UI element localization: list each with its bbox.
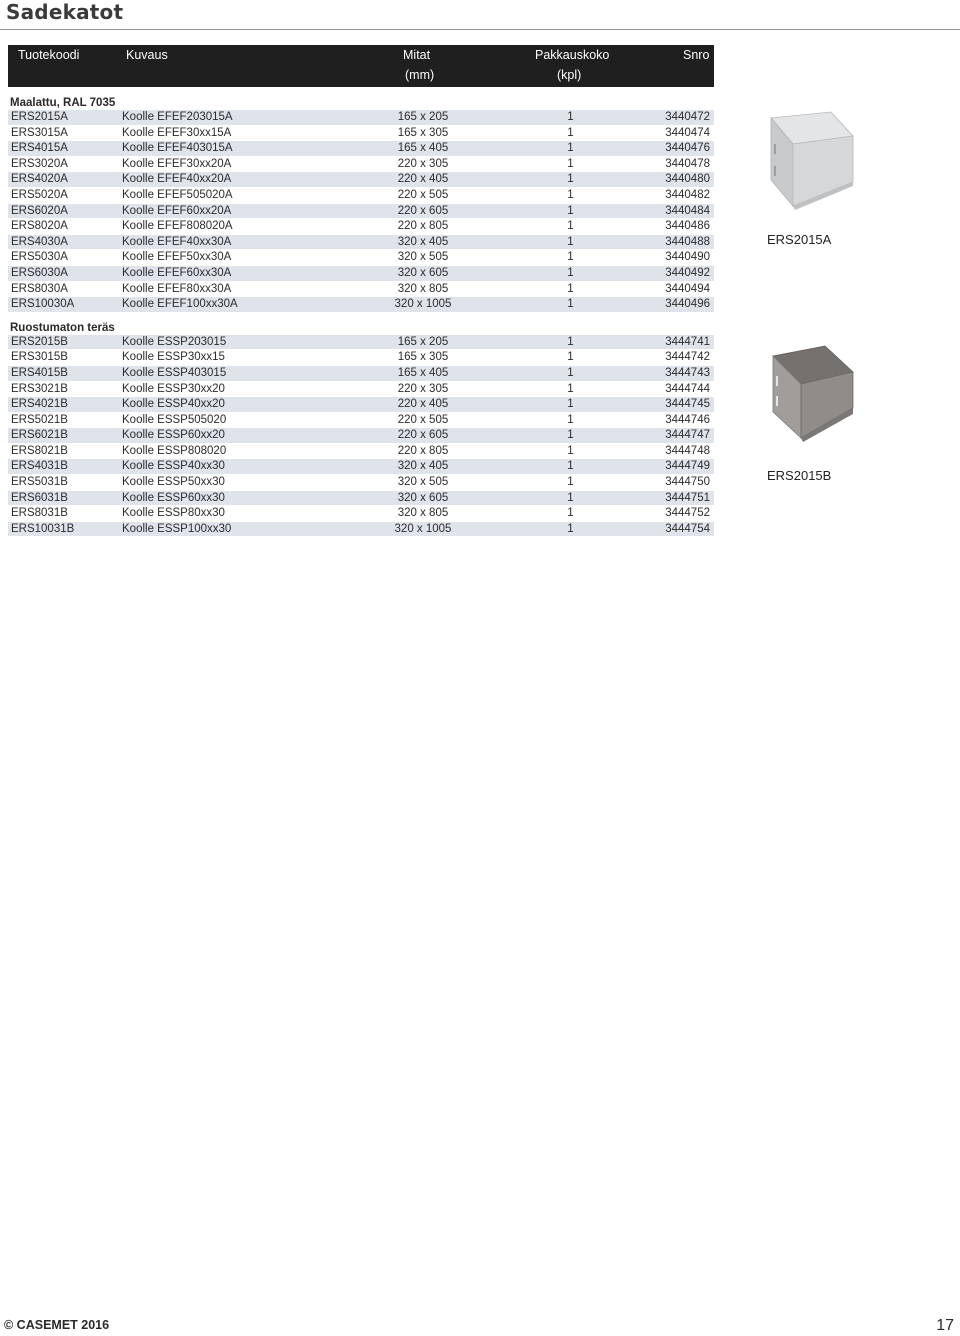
header-dimensions-unit: (mm)	[405, 68, 435, 82]
cell-code: ERS6021B	[11, 429, 68, 442]
cell-code: ERS4015B	[11, 366, 68, 379]
cell-package: 1	[567, 382, 574, 395]
cell-description: Koolle EFEF60xx30A	[122, 266, 232, 279]
cell-package: 1	[567, 220, 574, 233]
cell-package: 1	[567, 126, 574, 139]
cell-code: ERS3015A	[11, 126, 68, 139]
cell-dimensions: 165 x 405	[397, 142, 449, 155]
cell-description: Koolle ESSP60xx20	[122, 429, 225, 442]
cell-description: Koolle ESSP203015	[122, 335, 227, 348]
table-row	[8, 350, 714, 366]
table-row	[8, 382, 714, 398]
cell-snro: 3440492	[665, 266, 710, 279]
cell-snro: 3444751	[665, 491, 710, 504]
cell-snro: 3440490	[665, 251, 710, 264]
figure-label-steel: ERS2015B	[767, 468, 832, 483]
table-row	[8, 188, 714, 204]
table-row	[8, 126, 714, 142]
cell-description: Koolle EFEF40xx20A	[122, 173, 232, 186]
cell-package: 1	[567, 444, 574, 457]
product-image-steel	[765, 342, 855, 462]
cell-dimensions: 320 x 505	[397, 251, 449, 264]
cell-dimensions: 220 x 805	[397, 444, 449, 457]
cell-package: 1	[567, 235, 574, 248]
table-row	[8, 522, 714, 538]
cell-snro: 3444741	[665, 335, 710, 348]
cell-code: ERS4015A	[11, 142, 68, 155]
cell-snro: 3444750	[665, 476, 710, 489]
page-title: Sadekatot	[6, 0, 124, 24]
cell-code: ERS3015B	[11, 351, 68, 364]
table-body	[8, 96, 714, 537]
cell-code: ERS5020A	[11, 188, 68, 201]
cell-description: Koolle EFEF203015A	[122, 111, 233, 123]
table-row	[8, 172, 714, 188]
cell-description: Koolle ESSP30xx20	[122, 382, 225, 395]
table-row	[8, 204, 714, 220]
cell-code: ERS6031B	[11, 491, 68, 504]
cell-package: 1	[567, 111, 574, 123]
cell-code: ERS8031B	[11, 507, 68, 520]
cell-dimensions: 165 x 305	[397, 351, 449, 364]
cell-code: ERS8030A	[11, 282, 68, 295]
cell-dimensions: 320 x 1005	[394, 522, 452, 535]
cell-code: ERS4030A	[11, 235, 68, 248]
table-row	[8, 475, 714, 491]
table-row	[8, 413, 714, 429]
cell-snro: 3440488	[665, 235, 710, 248]
cell-description: Koolle EFEF30xx15A	[122, 126, 232, 139]
cell-snro: 3444742	[665, 351, 710, 364]
cell-dimensions: 220 x 505	[397, 413, 449, 426]
cell-code: ERS10030A	[11, 298, 75, 311]
cell-description: Koolle ESSP30xx15	[122, 351, 225, 364]
cell-code: ERS6020A	[11, 204, 68, 217]
table-row	[8, 266, 714, 282]
cell-description: Koolle ESSP60xx30	[122, 491, 225, 504]
table-row	[8, 157, 714, 173]
cell-dimensions: 320 x 405	[397, 460, 449, 473]
page-number: 17	[936, 1317, 954, 1334]
cell-code: ERS6030A	[11, 266, 68, 279]
cell-snro: 3440476	[665, 142, 710, 155]
cell-package: 1	[567, 398, 574, 411]
cell-snro: 3440486	[665, 220, 710, 233]
cell-dimensions: 320 x 505	[397, 476, 449, 489]
table-row	[8, 335, 714, 351]
cell-snro: 3444744	[665, 382, 710, 395]
cell-description: Koolle EFEF50xx30A	[122, 251, 232, 264]
cell-code: ERS4021B	[11, 398, 68, 411]
group-title: Ruostumaton teräs	[10, 321, 115, 334]
cell-code: ERS5030A	[11, 251, 68, 264]
cell-code: ERS3020A	[11, 157, 68, 170]
cell-dimensions: 320 x 405	[397, 235, 449, 248]
header-package-unit: (kpl)	[557, 68, 582, 82]
cell-code: ERS3021B	[11, 382, 68, 395]
cell-code: ERS8020A	[11, 220, 68, 233]
cell-code: ERS4020A	[11, 173, 68, 186]
cell-code: ERS10031B	[11, 522, 75, 535]
cell-snro: 3444748	[665, 444, 710, 457]
cell-description: Koolle ESSP808020	[122, 444, 227, 457]
table-row	[8, 110, 714, 126]
cell-dimensions: 320 x 1005	[394, 298, 452, 311]
cell-dimensions: 220 x 805	[397, 220, 449, 233]
table-row	[8, 491, 714, 507]
cell-description: Koolle EFEF40xx30A	[122, 235, 232, 248]
cell-description: Koolle ESSP50xx30	[122, 476, 225, 489]
cell-description: Koolle ESSP100xx30	[122, 522, 232, 535]
cell-package: 1	[567, 413, 574, 426]
table-row	[8, 428, 714, 444]
cell-snro: 3444743	[665, 366, 710, 379]
table-row	[8, 459, 714, 475]
cell-dimensions: 320 x 805	[397, 282, 449, 295]
table-row	[8, 506, 714, 522]
cell-description: Koolle ESSP40xx20	[122, 398, 225, 411]
header-package: Pakkauskoko	[535, 48, 610, 62]
cell-code: ERS4031B	[11, 460, 68, 473]
cell-package: 1	[567, 204, 574, 217]
cell-package: 1	[567, 522, 574, 535]
table-row	[8, 219, 714, 235]
cell-package: 1	[567, 142, 574, 155]
cell-package: 1	[567, 157, 574, 170]
cell-description: Koolle EFEF403015A	[122, 142, 233, 155]
cell-snro: 3440494	[665, 282, 710, 295]
header-code: Tuotekoodi	[18, 48, 80, 62]
cell-snro: 3440478	[665, 157, 710, 170]
cell-code: ERS2015B	[11, 335, 68, 348]
cell-snro: 3444746	[665, 413, 710, 426]
cell-snro: 3440474	[665, 126, 710, 139]
cell-dimensions: 320 x 605	[397, 491, 449, 504]
cell-description: Koolle EFEF808020A	[122, 220, 233, 233]
cell-dimensions: 320 x 605	[397, 266, 449, 279]
group-title: Maalattu, RAL 7035	[10, 97, 116, 109]
footer-copyright: © CASEMET 2016	[4, 1318, 110, 1332]
cell-snro: 3440480	[665, 173, 710, 186]
cell-description: Koolle EFEF30xx20A	[122, 157, 232, 170]
table-row	[8, 141, 714, 157]
title-divider	[0, 29, 960, 30]
cell-code: ERS5031B	[11, 476, 68, 489]
cell-package: 1	[567, 366, 574, 379]
cell-snro: 3444754	[665, 522, 710, 535]
cell-code: ERS8021B	[11, 444, 68, 457]
cell-package: 1	[567, 188, 574, 201]
cell-package: 1	[567, 491, 574, 504]
cell-package: 1	[567, 282, 574, 295]
cell-description: Koolle EFEF100xx30A	[122, 298, 238, 311]
cell-description: Koolle EFEF505020A	[122, 188, 233, 201]
cell-package: 1	[567, 251, 574, 264]
cell-dimensions: 220 x 305	[397, 157, 449, 170]
cell-package: 1	[567, 173, 574, 186]
cell-snro: 3444745	[665, 398, 710, 411]
table-header	[8, 45, 714, 87]
cell-description: Koolle ESSP505020	[122, 413, 227, 426]
cell-snro: 3440482	[665, 188, 710, 201]
cell-dimensions: 165 x 205	[397, 335, 449, 348]
cell-dimensions: 165 x 405	[397, 366, 449, 379]
table-row	[8, 297, 714, 313]
cell-description: Koolle EFEF80xx30A	[122, 282, 232, 295]
table-row	[8, 397, 714, 413]
cell-description: Koolle EFEF60xx20A	[122, 204, 232, 217]
cell-package: 1	[567, 351, 574, 364]
cell-description: Koolle ESSP80xx30	[122, 507, 225, 520]
table-row	[8, 366, 714, 382]
cell-dimensions: 165 x 305	[397, 126, 449, 139]
table-row	[8, 235, 714, 251]
cell-dimensions: 320 x 805	[397, 507, 449, 520]
cell-package: 1	[567, 476, 574, 489]
table-row	[8, 282, 714, 298]
cell-code: ERS2015A	[11, 111, 68, 123]
cell-dimensions: 165 x 205	[397, 111, 449, 123]
cell-description: Koolle ESSP40xx30	[122, 460, 225, 473]
cell-code: ERS5021B	[11, 413, 68, 426]
cell-package: 1	[567, 266, 574, 279]
header-dimensions: Mitat	[403, 48, 431, 62]
header-description: Kuvaus	[126, 48, 168, 62]
table-row	[8, 444, 714, 460]
cell-dimensions: 220 x 605	[397, 204, 449, 217]
cell-dimensions: 220 x 505	[397, 188, 449, 201]
cell-dimensions: 220 x 305	[397, 382, 449, 395]
product-image-painted	[765, 108, 855, 228]
cell-package: 1	[567, 335, 574, 348]
cell-package: 1	[567, 460, 574, 473]
cell-dimensions: 220 x 605	[397, 429, 449, 442]
cell-snro: 3444747	[665, 429, 710, 442]
cell-snro: 3440484	[665, 204, 710, 217]
figure-label-painted: ERS2015A	[767, 232, 832, 247]
cell-snro: 3440472	[665, 111, 710, 123]
table-row	[8, 250, 714, 266]
cell-snro: 3444752	[665, 507, 710, 520]
cell-package: 1	[567, 298, 574, 311]
cell-snro: 3444749	[665, 460, 710, 473]
header-snro: Snro	[683, 48, 710, 62]
product-table	[8, 45, 714, 537]
cell-description: Koolle ESSP403015	[122, 366, 227, 379]
cell-snro: 3440496	[665, 298, 710, 311]
cell-dimensions: 220 x 405	[397, 398, 449, 411]
cell-package: 1	[567, 507, 574, 520]
cell-dimensions: 220 x 405	[397, 173, 449, 186]
cell-package: 1	[567, 429, 574, 442]
